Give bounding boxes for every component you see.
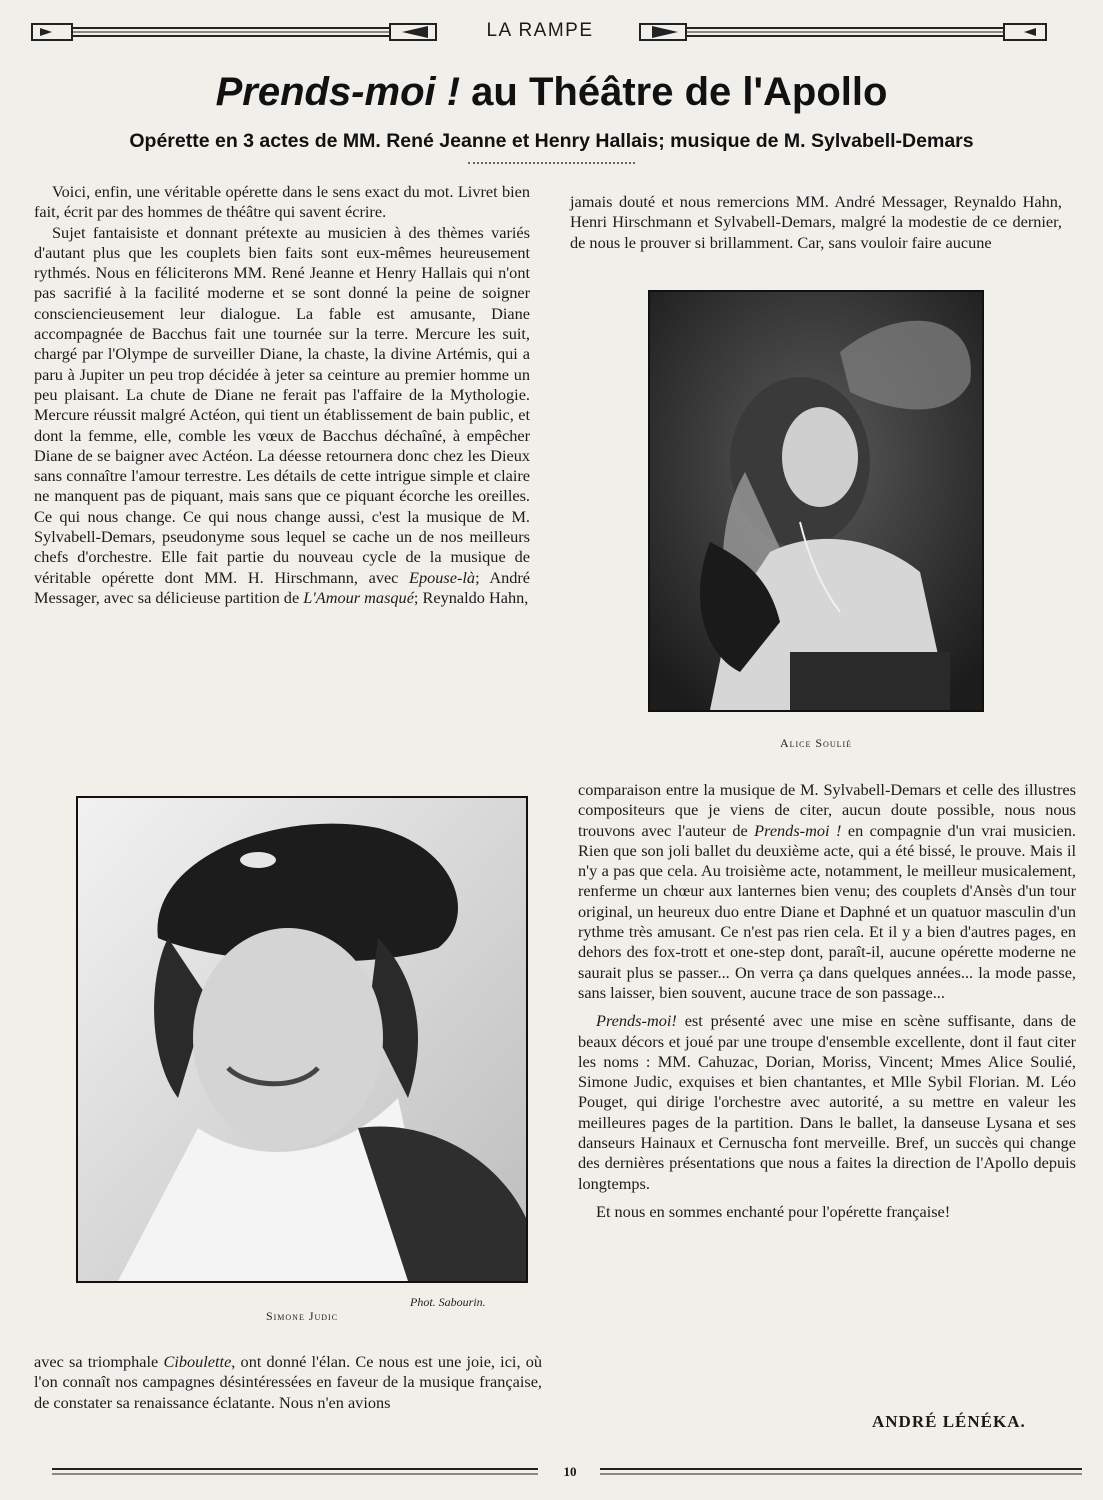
photo-alice-soulie (648, 290, 984, 712)
header-ornament-left (30, 18, 440, 46)
comparison-text-2: en compagnie d'un vrai musicien. Rien que son joli ballet du deuxième acte, qui a été bissé, le prouve. Mais il n'y a pas que cela. Au troisième acte, notamment, le meilleur musicalement, renferme un chœur aux lanternes bien venu; des couplets d'Ansès d'un tour original, un heureux duo entre Diane et Daphné et un quatuor masculin d'un rythme très amusant. Ce n'est pas rien cela. Et il y a bien d'autres pages, en dehors des fox-trott et one-step dont, paraît-il, aucune opérette moderne ne saurait plus se passer... On verra ça dans quelques années... la mode passe, sans laisser, bien souvent, aucune trace de son passage... (578, 820, 1076, 1002)
portrait-image-simone (78, 798, 526, 1281)
work-title-ciboulette: Ciboulette (163, 1352, 232, 1371)
photo-simone-judic (76, 796, 528, 1283)
ciboulette-text-2: , ont donné l'élan. Ce nous est une joie, ici, où l'on connaît nos campagnes désintéressées en faveur de la musique française, de constater sa renaissance éclatante. Nous n'en avions (34, 1352, 542, 1412)
work-title-prends-2: Prends-moi! (596, 1011, 677, 1031)
caption-alice-soulie: Alice Soulié (779, 736, 853, 750)
photo-credit: Phot. Sabourin. (410, 1295, 486, 1309)
paragraph-closing: Et nous en sommes enchanté pour l'opérette française! (596, 1201, 951, 1221)
paragraph-intro: Voici, enfin, une véritable opérette dans le sens exact du mot. Livret bien fait, écrit par des hommes de théâtre qui savent écrire. (34, 182, 530, 222)
paragraph-cast (578, 1011, 1076, 1194)
page-number: 10 (563, 1464, 577, 1479)
paragraph-synopsis (34, 223, 530, 609)
paragraph-continuation: jamais douté et nous remercions MM. André Messager, Reynaldo Hahn, Henri Hirschmann et Sylvabell-Demars, malgré la modestie de ce dernier, de nous le prouver si brillamment. Car, sans vouloir faire aucune (570, 192, 1062, 252)
synopsis-text: Sujet fantaisiste et donnant prétexte au musicien à des thèmes variés d'autant plus que les couplets bien faits sont eux-mêmes heureusement rythmés. Nous en féliciterons MM. René Jeanne et Henry Hallais qui n'ont pas sacrifié à la facilité moderne et se sont donné la peine de soigner consciencieusement leur dialogue. La fable est amusante, Diane accompagnée de Bacchus fait une tournée sur la terre. Mercure les suit, chargé par l'Olympe de surveiller Diane, la chaste, la divine Artémis, qui a paru à Jupiter un peu trop décidée à jeter sa ceinture au premier homme un peu plaisant. La chute de Diane ne ferait pas l'affaire de la Mythologie. Mercure réussit malgré Actéon, qui tient un établissement de bain public, et dont la femme, elle, comble les vœux de Bacchus déchaîné, à empêcher Diane de se baigner avec Actéon. La déesse retournera donc chez les Dieux sans connaître l'amour terrestre. Les détails de cette intrigue simple et claire ne manquent pas de piquant, mais sans que ce piquant écorche les oreilles. Ce qui nous change. Ce qui nous change aussi, c'est la musique de M. Sylvabell-Demars, pseudonyme sous lequel se cache un de nos meilleurs chefs d'orchestre. Elle fait partie du nouveau cycle de la musique de véritable opérette dont MM. H. Hirschmann, avec (34, 222, 530, 587)
footer-rule-right (600, 1466, 1082, 1478)
right-column-top (570, 192, 1062, 253)
paragraph-comparison (578, 780, 1076, 1003)
article-subtitle: Opérette en 3 actes de MM. René Jeanne et Henry Hallais; musique de M. Sylvabell-Demars (129, 130, 974, 152)
article-title (40, 66, 1063, 118)
cast-text: est présenté avec une mise en scène suffisante, dans de beaux décors et joué par une troupe d'ensemble excellente, dont il faut citer les noms : MM. Cahuzac, Dorian, Moriss, Vincent; Mmes Alice Soulié, Simone Judic, exquises et bien chantantes, et Mlle Sybil Florian. M. Léo Pouget, qui dirige l'orchestre avec autorité, a su mettre en valeur les meilleures pages de la partition. Dans le ballet, la danseuse Lysana et ses danseurs Hainaux et Cernuscha font merveille. Bref, un succès qui change des dernières présentations que nous a faites la direction de l'Apollo depuis longtemps. (578, 1011, 1076, 1193)
left-column-top (34, 182, 530, 608)
synopsis-text-2: ; André Messager, avec sa délicieuse partition de (34, 567, 531, 607)
left-column-bottom (34, 1352, 542, 1413)
paragraph-ciboulette (34, 1352, 542, 1413)
comparison-text: comparaison entre la musique de M. Sylvabell-Demars et celle des illustres compositeurs que je viens de citer, aucun doute possible, nous nous trouvons avec l'auteur de (578, 780, 1076, 840)
author-signature: ANDRÉ LÉNÉKA. (872, 1412, 1026, 1431)
masthead: LA RAMPE (486, 20, 594, 41)
synopsis-text-3: ; Reynaldo Hahn, (413, 587, 529, 607)
ciboulette-text: avec sa triomphale (34, 1352, 164, 1371)
header-ornament-right (638, 18, 1050, 46)
work-title-amour: L'Amour masqué (303, 587, 414, 607)
article-title-italic: Prends-moi ! (215, 70, 461, 114)
footer-rule-left (52, 1466, 538, 1478)
work-title-epouse: Epouse-là (409, 567, 476, 587)
work-title-prends: Prends-moi ! (754, 820, 842, 840)
right-column-bottom (578, 780, 1076, 1222)
caption-simone-judic: Simone Judic (265, 1309, 339, 1323)
portrait-image-alice (650, 292, 982, 710)
article-title-rest: au Théâtre de l'Apollo (460, 70, 888, 114)
title-divider (468, 158, 635, 164)
